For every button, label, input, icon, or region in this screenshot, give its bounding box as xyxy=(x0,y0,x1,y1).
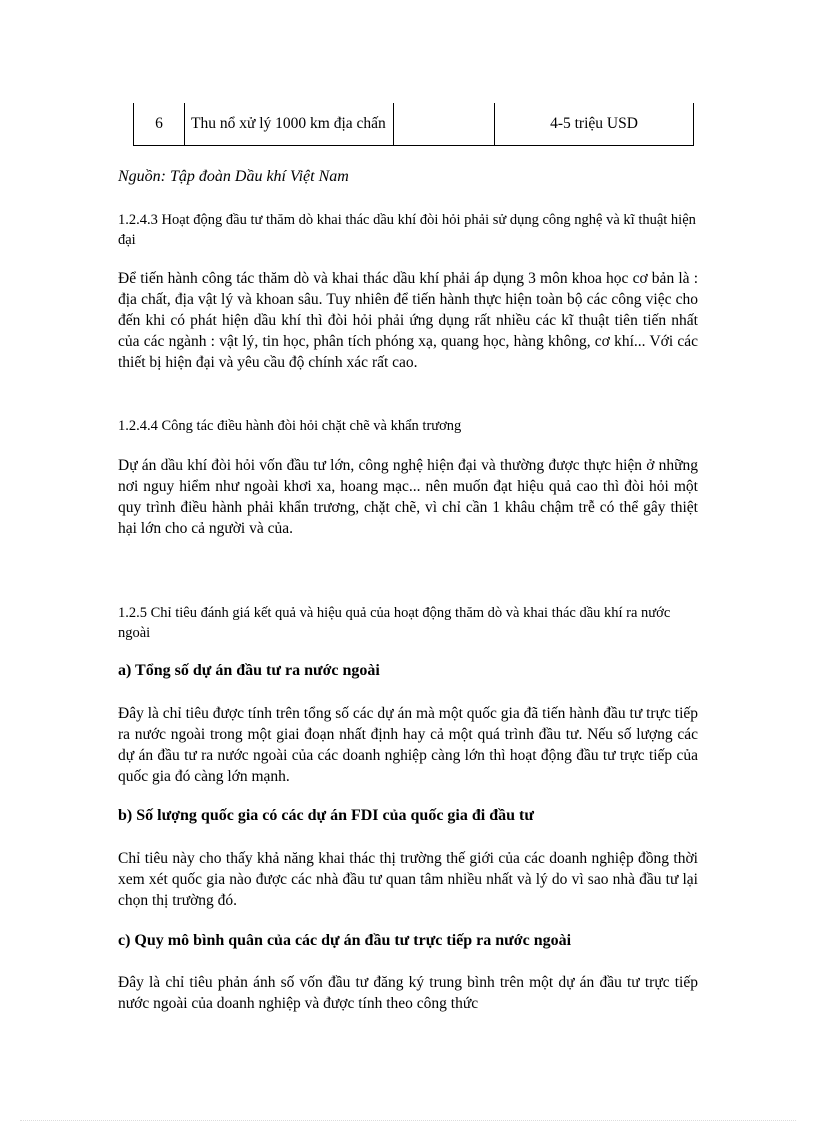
page-bottom-divider xyxy=(20,1120,796,1121)
subsection-title: a) Tổng số dự án đầu tư ra nước ngoài xyxy=(118,662,380,679)
row-item: Thu nổ xử lý 1000 km địa chấn xyxy=(185,103,394,146)
subsection-title: c) Quy mô bình quân của các dự án đầu tư trực tiếp ra nước ngoài xyxy=(118,932,572,949)
section-paragraph: Dự án dầu khí đòi hỏi vốn đầu tư lớn, công nghệ hiện đại và thường được thực hiện ở những nơi nguy hiểm như ngoài khơi xa, hoang mạc... nên muốn đạt hiệu quả cao thì đòi hỏi một quy trình điều hành phải khẩn trương, chặt chẽ, vì chỉ cần 1 khâu chậm trễ có thể gây thiệt hại lớn cho cả người và của. xyxy=(118,457,698,537)
subsection-title: b) Số lượng quốc gia có các dự án FDI của quốc gia đi đầu tư xyxy=(118,807,534,824)
table-row xyxy=(134,103,694,146)
source-note: Nguồn: Tập đoàn Dầu khí Việt Nam xyxy=(118,168,349,185)
row-empty-cell xyxy=(394,103,495,146)
section-heading: 1.2.5 Chỉ tiêu đánh giá kết quả và hiệu quả của hoạt động thăm dò và khai thác dầu khí ra nước ngoài xyxy=(118,605,671,641)
section-heading: 1.2.4.4 Công tác điều hành đòi hỏi chặt chẽ và khẩn trương xyxy=(118,418,462,434)
cost-table xyxy=(133,103,694,146)
section-heading: 1.2.4.3 Hoạt động đầu tư thăm dò khai thác dầu khí đòi hỏi phải sử dụng công nghệ và kĩ thuật hiện đại xyxy=(118,212,696,248)
subsection-paragraph: Chỉ tiêu này cho thấy khả năng khai thác thị trường thế giới của các doanh nghiệp đồng thời xem xét quốc gia nào được các nhà đầu tư quan tâm nhiều nhất và lý do vì sao nhà đầu tư lại chọn thị trường đó. xyxy=(118,850,698,909)
row-index: 6 xyxy=(134,103,185,146)
row-cost: 4-5 triệu USD xyxy=(495,103,694,146)
subsection-paragraph: Đây là chỉ tiêu phản ánh số vốn đầu tư đăng ký trung bình trên một dự án đầu tư trực tiếp nước ngoài của doanh nghiệp và được tính theo công thức xyxy=(118,974,698,1012)
subsection-paragraph: Đây là chỉ tiêu được tính trên tổng số các dự án mà một quốc gia đã tiến hành đầu tư trực tiếp ra nước ngoài trong một giai đoạn nhất định hay cả một quá trình đầu tư. Nếu số lượng các dự án đầu tư ra nước ngoài của các doanh nghiệp càng lớn thì hoạt động đầu tư trực tiếp của quốc gia đó càng lớn mạnh. xyxy=(118,705,698,785)
section-paragraph: Để tiến hành công tác thăm dò và khai thác dầu khí phải áp dụng 3 môn khoa học cơ bản là : địa chất, địa vật lý và khoan sâu. Tuy nhiên để tiến hành thực hiện toàn bộ các công việc cho đến khi có phát hiện dầu khí thì đòi hỏi phải ứng dụng rất nhiều các kĩ thuật tiên tiến nhất của các ngành : vật lý, tin học, phân tích phóng xạ, quang học, hàng không, cơ khí... Với các thiết bị hiện đại và yêu cầu độ chính xác rất cao. xyxy=(118,270,698,371)
